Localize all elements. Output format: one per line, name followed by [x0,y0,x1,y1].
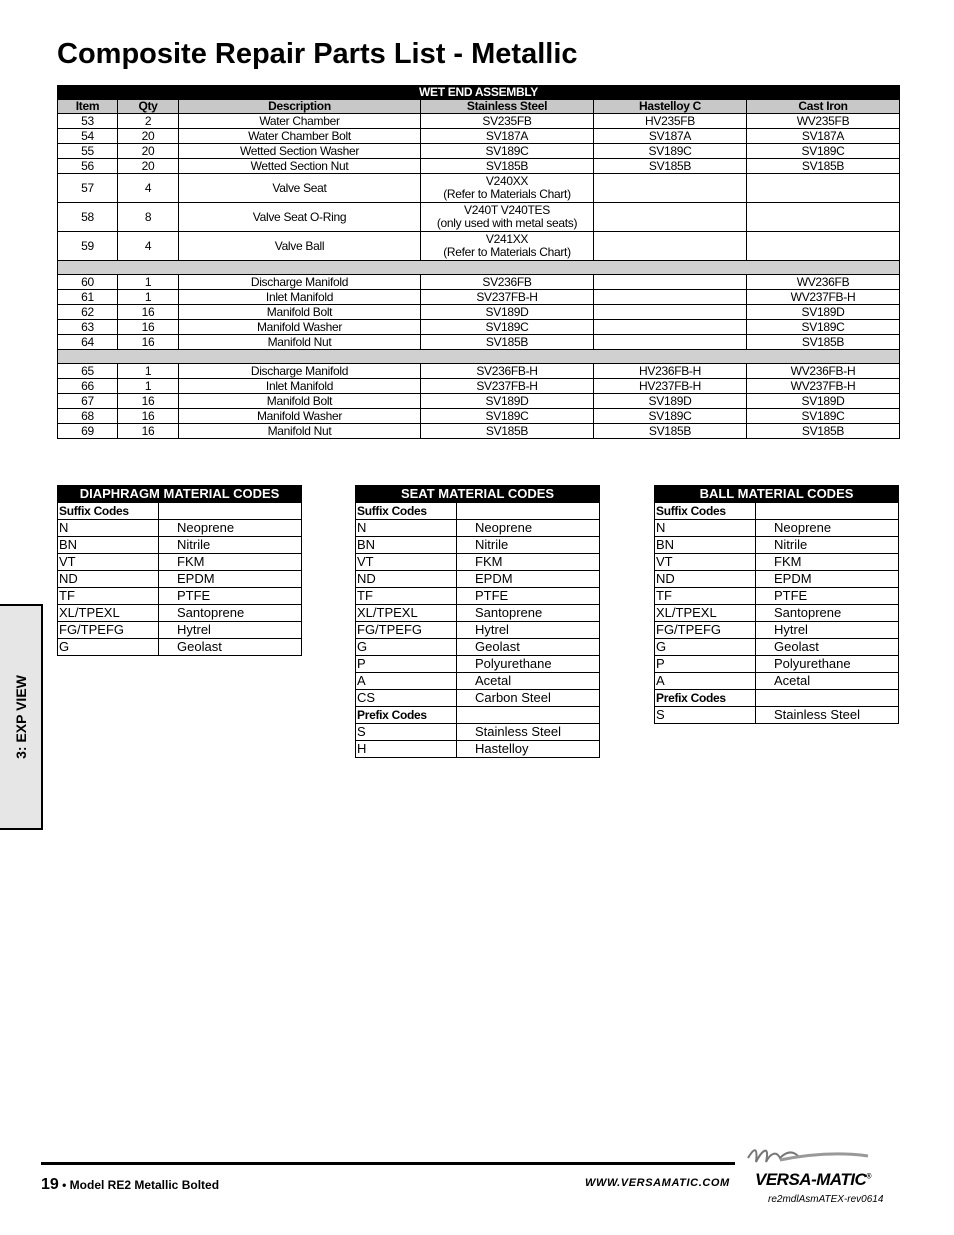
code-row [356,639,600,656]
material-name: EPDM [159,571,302,588]
code-row [655,622,899,639]
material-code: BN [356,537,457,554]
material-name: Geolast [756,639,899,656]
material-name: PTFE [159,588,302,605]
column-header: Hastelloy C [594,100,747,114]
material-code: N [655,520,756,537]
table-cell: SV185B [421,159,594,174]
table-cell: SV185B [594,424,747,439]
material-code: BN [58,537,159,554]
material-code: S [655,707,756,724]
table-cell [421,174,594,203]
registered-mark: ® [866,1173,871,1181]
table-header-row [58,86,900,100]
column-header: Cast Iron [747,100,900,114]
table-cell: Wetted Section Washer [179,144,421,159]
table-cell: Inlet Manifold [179,290,421,305]
code-row [655,554,899,571]
table-cell: HV236FB-H [594,364,747,379]
table-cell [594,320,747,335]
table-cell: SV189C [594,409,747,424]
page-title: Composite Repair Parts List - Metallic [57,38,578,70]
table-cell: 61 [58,290,118,305]
table-row [58,424,900,439]
table-cell: SV189D [421,394,594,409]
seat-material-codes-table [355,485,600,758]
code-row [58,554,302,571]
column-header: Stainless Steel [421,100,594,114]
table-cell: SV185B [594,159,747,174]
section-side-tab [0,604,43,830]
table-cell [594,232,747,261]
codes-subheader: Suffix Codes [58,503,159,520]
table-cell: 62 [58,305,118,320]
table-cell: WV235FB [747,114,900,129]
codes-subheader-row [356,707,600,724]
table-cell: 20 [118,129,179,144]
table-cell: Manifold Nut [179,335,421,350]
material-name: Hytrel [159,622,302,639]
code-row [356,622,600,639]
code-row [356,571,600,588]
separator-cell [58,261,900,275]
codes-subheader-blank [159,503,302,520]
code-row [356,673,600,690]
table-cell: Water Chamber [179,114,421,129]
material-name: Nitrile [756,537,899,554]
table-cell: 1 [118,379,179,394]
table-row [58,290,900,305]
table-cell: SV185B [421,335,594,350]
table-cell: 60 [58,275,118,290]
material-code: H [356,741,457,758]
side-tab-label: 3: EXP VIEW [12,675,29,759]
material-name: Nitrile [457,537,600,554]
table-cell: 16 [118,409,179,424]
table-cell: Manifold Washer [179,409,421,424]
website-link[interactable]: WWW.VERSAMATIC.COM [585,1177,730,1189]
table-row [58,305,900,320]
table-row [58,364,900,379]
table-cell: HV235FB [594,114,747,129]
code-row [655,537,899,554]
material-name: Stainless Steel [457,724,600,741]
codes-subheader: Suffix Codes [356,503,457,520]
table-cell: SV236FB-H [421,364,594,379]
table-cell: 56 [58,159,118,174]
column-header: Description [179,100,421,114]
material-code: G [58,639,159,656]
page-number: 19 [41,1176,59,1193]
table-cell: 65 [58,364,118,379]
part-number: V240T V240TES [464,203,550,217]
code-row [356,690,600,707]
codes-header-row [58,486,302,503]
material-code: G [655,639,756,656]
table-cell: Discharge Manifold [179,364,421,379]
table-cell: SV189C [747,409,900,424]
code-row [58,605,302,622]
code-row [356,656,600,673]
wet-end-header: WET END ASSEMBLY [58,86,900,100]
table-cell: SV185B [421,424,594,439]
material-code: N [356,520,457,537]
codes-header: SEAT MATERIAL CODES [356,486,600,503]
material-name: Neoprene [756,520,899,537]
table-cell: Discharge Manifold [179,275,421,290]
part-number: V241XX [485,232,529,246]
column-header-row [58,100,900,114]
code-row [356,520,600,537]
material-name: Hastelloy [457,741,600,758]
part-note: (only used with metal seats) [436,216,578,230]
codes-subheader-row [655,690,899,707]
model-name: • Model RE2 Metallic Bolted [58,1178,220,1192]
material-code: TF [58,588,159,605]
table-cell: 64 [58,335,118,350]
footer-page-info [41,1176,219,1194]
separator-row [58,350,900,364]
material-code: VT [58,554,159,571]
code-row [58,588,302,605]
table-cell: SV189D [747,305,900,320]
table-cell: Manifold Washer [179,320,421,335]
codes-header: DIAPHRAGM MATERIAL CODES [58,486,302,503]
table-cell [594,203,747,232]
material-name: Polyurethane [756,656,899,673]
table-cell: 8 [118,203,179,232]
separator-cell [58,350,900,364]
table-cell [594,174,747,203]
codes-subheader-row [655,503,899,520]
table-cell: 16 [118,335,179,350]
table-row [58,409,900,424]
table-cell: 67 [58,394,118,409]
material-code: XL/TPEXL [58,605,159,622]
table-cell: SV235FB [421,114,594,129]
material-name: Hytrel [457,622,600,639]
table-cell: SV189D [747,394,900,409]
material-code: VT [356,554,457,571]
separator-row [58,261,900,275]
table-cell: Valve Seat O-Ring [179,203,421,232]
table-cell: SV185B [747,424,900,439]
table-cell: Wetted Section Nut [179,159,421,174]
table-cell: SV185B [747,335,900,350]
material-name: Santoprene [457,605,600,622]
codes-subheader-blank [457,707,600,724]
table-cell: SV189C [421,320,594,335]
codes-subheader: Suffix Codes [655,503,756,520]
diaphragm-material-codes-table [57,485,302,656]
table-cell: 20 [118,144,179,159]
material-code: FG/TPEFG [58,622,159,639]
code-row [356,588,600,605]
table-cell [594,305,747,320]
code-row [58,520,302,537]
table-cell: SV189C [747,144,900,159]
table-cell: SV189C [421,144,594,159]
table-cell [594,290,747,305]
material-code: P [655,656,756,673]
material-code: ND [655,571,756,588]
material-name: FKM [159,554,302,571]
table-cell: Valve Ball [179,232,421,261]
table-cell [747,232,900,261]
table-cell: SV189C [747,320,900,335]
table-cell: 2 [118,114,179,129]
codes-subheader-blank [756,503,899,520]
code-row [356,605,600,622]
table-cell: 55 [58,144,118,159]
material-code: TF [356,588,457,605]
material-name: Neoprene [457,520,600,537]
table-cell: SV185B [747,159,900,174]
table-row [58,129,900,144]
table-cell: 16 [118,320,179,335]
material-name: PTFE [457,588,600,605]
table-cell: Manifold Bolt [179,394,421,409]
table-row [58,379,900,394]
material-code: FG/TPEFG [356,622,457,639]
material-code: CS [356,690,457,707]
codes-header: BALL MATERIAL CODES [655,486,899,503]
table-cell: 4 [118,232,179,261]
table-row [58,203,900,232]
table-cell: WV237FB-H [747,379,900,394]
material-code: TF [655,588,756,605]
material-name: FKM [457,554,600,571]
code-row [655,588,899,605]
table-cell: Manifold Nut [179,424,421,439]
table-row [58,320,900,335]
material-name: Geolast [159,639,302,656]
code-row [655,673,899,690]
table-cell: 20 [118,159,179,174]
table-cell: 4 [118,174,179,203]
table-cell [594,335,747,350]
code-row [58,537,302,554]
table-row [58,159,900,174]
material-name: EPDM [457,571,600,588]
table-cell: 1 [118,275,179,290]
material-name: PTFE [756,588,899,605]
table-cell: 54 [58,129,118,144]
table-cell: WV236FB [747,275,900,290]
table-cell: Water Chamber Bolt [179,129,421,144]
code-row [655,707,899,724]
material-code: BN [655,537,756,554]
table-cell: 59 [58,232,118,261]
part-number: V240XX [485,174,529,188]
material-name: EPDM [756,571,899,588]
material-name: Hytrel [756,622,899,639]
material-code: FG/TPEFG [655,622,756,639]
codes-subheader-row [356,503,600,520]
table-cell: 16 [118,424,179,439]
table-row [58,232,900,261]
table-cell: SV187A [747,129,900,144]
material-name: Stainless Steel [756,707,899,724]
codes-header-row [356,486,600,503]
material-name: Santoprene [756,605,899,622]
table-cell: 16 [118,394,179,409]
table-cell: HV237FB-H [594,379,747,394]
table-row [58,114,900,129]
material-code: A [356,673,457,690]
code-row [58,571,302,588]
column-header: Qty [118,100,179,114]
table-cell: SV237FB-H [421,290,594,305]
material-name: Santoprene [159,605,302,622]
part-note: (Refer to Materials Chart) [443,245,571,259]
table-cell [594,275,747,290]
code-row [356,724,600,741]
material-name: Polyurethane [457,656,600,673]
codes-subheader: Prefix Codes [655,690,756,707]
code-row [655,656,899,673]
code-row [58,639,302,656]
table-cell: 1 [118,290,179,305]
material-name: Acetal [756,673,899,690]
material-code: ND [356,571,457,588]
table-cell: SV236FB [421,275,594,290]
wet-end-assembly-table [57,85,900,439]
material-name: Acetal [457,673,600,690]
code-row [356,537,600,554]
codes-subheader-blank [457,503,600,520]
logo-text: VERSA-MATIC [755,1170,867,1189]
material-name: Neoprene [159,520,302,537]
table-cell: SV189D [594,394,747,409]
table-cell: SV237FB-H [421,379,594,394]
code-row [58,622,302,639]
codes-subheader-row [58,503,302,520]
table-row [58,335,900,350]
codes-subheader: Prefix Codes [356,707,457,724]
material-code: ND [58,571,159,588]
table-cell: 68 [58,409,118,424]
table-row [58,394,900,409]
material-code: XL/TPEXL [356,605,457,622]
table-cell [747,203,900,232]
part-note: (Refer to Materials Chart) [443,187,571,201]
table-cell: 1 [118,364,179,379]
code-row [356,554,600,571]
revision-code: re2mdlAsmATEX-rev0614 [768,1194,884,1205]
code-row [356,741,600,758]
codes-subheader-blank [756,690,899,707]
logo-wordmark [755,1170,871,1190]
table-cell: Valve Seat [179,174,421,203]
material-code: A [655,673,756,690]
material-code: G [356,639,457,656]
table-cell: SV187A [594,129,747,144]
material-name: Carbon Steel [457,690,600,707]
table-cell: SV189D [421,305,594,320]
code-row [655,639,899,656]
table-cell: 53 [58,114,118,129]
ball-material-codes-table [654,485,899,724]
table-cell: WV237FB-H [747,290,900,305]
code-row [655,520,899,537]
material-code: XL/TPEXL [655,605,756,622]
table-cell: 69 [58,424,118,439]
table-row [58,174,900,203]
table-cell [421,232,594,261]
table-cell: Manifold Bolt [179,305,421,320]
material-name: FKM [756,554,899,571]
material-name: Nitrile [159,537,302,554]
table-cell: 16 [118,305,179,320]
material-code: VT [655,554,756,571]
code-row [655,571,899,588]
table-row [58,275,900,290]
table-row [58,144,900,159]
column-header: Item [58,100,118,114]
table-cell: WV236FB-H [747,364,900,379]
table-cell [421,203,594,232]
table-cell: 66 [58,379,118,394]
table-cell: SV189C [594,144,747,159]
material-code: S [356,724,457,741]
table-cell: 58 [58,203,118,232]
material-code: N [58,520,159,537]
material-code: P [356,656,457,673]
table-cell [747,174,900,203]
material-name: Geolast [457,639,600,656]
codes-header-row [655,486,899,503]
footer-rule [41,1162,735,1165]
table-cell: 63 [58,320,118,335]
code-row [655,605,899,622]
table-cell: 57 [58,174,118,203]
table-cell: SV187A [421,129,594,144]
table-cell: SV189C [421,409,594,424]
table-cell: Inlet Manifold [179,379,421,394]
